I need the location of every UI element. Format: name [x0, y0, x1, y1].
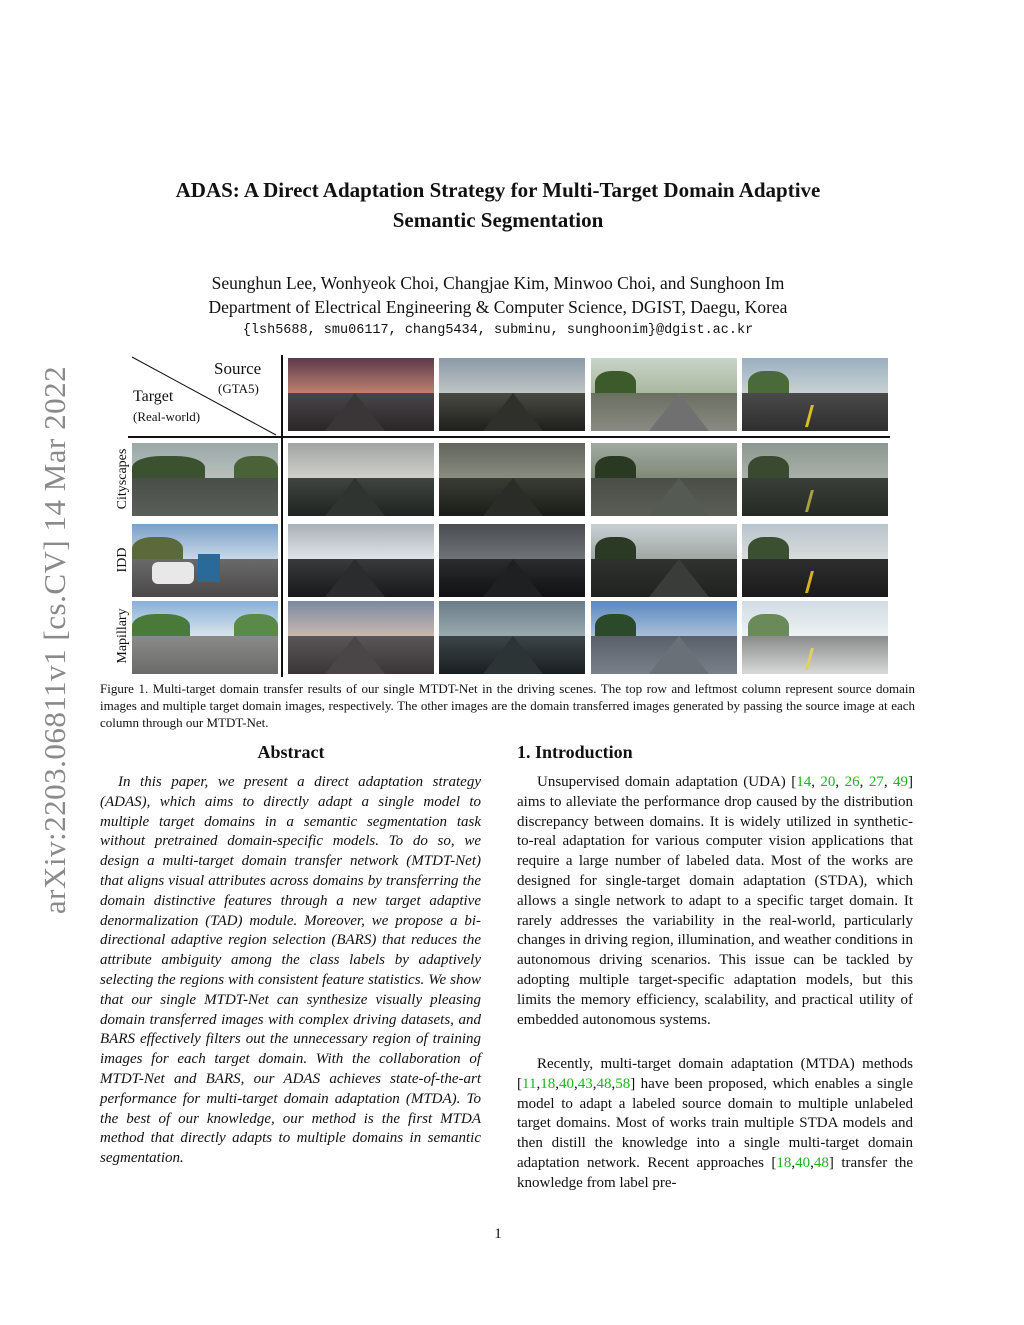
figure-caption: Figure 1. Multi-target domain transfer results of our single MTDT-Net in the driving scenes. The top row and leftmost column represent source domain images and multiple target domain images, respectively. The other images are the domain transferred images generated by passing the source image at each column through our MTDT-Net.: [100, 681, 915, 730]
affiliation: Department of Electrical Engineering & Computer Science, DGIST, Daegu, Korea: [208, 297, 788, 317]
transfer-idd-1: [288, 524, 434, 597]
source-label: Source: [214, 359, 262, 378]
title-line-1: ADAS: A Direct Adaptation Strategy for Multi-Target Domain Adaptive: [175, 178, 821, 202]
author-list: Seunghun Lee, Wonhyeok Choi, Changjae Kim, Minwoo Choi, and Sunghoon Im: [211, 273, 785, 293]
target-sublabel: (Real-world): [133, 409, 201, 424]
transfer-cityscapes-1: [288, 443, 434, 516]
intro-paragraph-1: Unsupervised domain adaptation (UDA) [14, 20, 26, 27, 49] aims to alleviate the performance drop caused by the distribution discrepancy between domains. It is widely utilized in synthetic-to-real adaptation for various computer vision applications that require a large number of labeled data. Most of the works are designed for single-target domain adaptation (STDA), which allows a single network to adapt to a specific target domain. It rarely addresses the variability in the real-world, particularly changes in driving region, illumination, and weather conditions in autonomous driving scenarios. This issue can be tackled by adopting multiple target-specific adaptation models, but this limits the memory efficiency, scalability, and practical utility of embedded autonomous systems.: [517, 774, 914, 1028]
citation-link[interactable]: 40: [795, 1154, 811, 1171]
figure-1: [115, 355, 890, 677]
target-image-mapillary: [132, 601, 278, 674]
abstract-heading: Abstract: [257, 742, 325, 762]
citation-link[interactable]: 58: [615, 1075, 631, 1092]
transfer-idd-4: [742, 524, 888, 597]
target-image-cityscapes: [132, 443, 278, 516]
transfer-idd-2: [439, 524, 585, 597]
row-label-mapillary: Mapillary: [115, 608, 130, 664]
citation-link[interactable]: 40: [558, 1075, 574, 1092]
row-label-cityscapes: Cityscapes: [115, 448, 130, 510]
page-number: 1: [494, 1226, 502, 1242]
citation-link[interactable]: 48: [813, 1154, 829, 1171]
target-image-idd: [132, 524, 278, 597]
abstract-text: In this paper, we present a direct adaptation strategy (ADAS), which aims to directly adapt a single model to multiple target domains in a semantic segmentation task without pretrained domain-specific models. To do so, we design a multi-target domain transfer network (MTDT-Net) that aligns visual attributes across domains by transferring the domain distinctive features through a new target adaptive denormalization (TAD) module. Moreover, we propose a bi-directional adaptive region selection (BARS) that reduces the attribute ambiguity among the class labels by adaptively selecting the regions with consistent feature statistics. We show that our single MTDT-Net can synthesize visually pleasing domain transferred images with complex driving datasets, and BARS effectively filters out the unnecessary region of training images for each target domain. With the collaboration of MTDT-Net and BARS, our ADAS achieves state-of-the-art performance for multi-target domain adaptation (MTDA). To the best of our knowledge, our method is the first MTDA method that directly adapts to multiple domains in semantic segmentation.: [100, 774, 481, 1167]
transfer-cityscapes-3: [591, 443, 737, 516]
figure-vertical-divider: [281, 355, 283, 677]
transfer-mapillary-3: [591, 601, 737, 674]
citation-link[interactable]: 18: [540, 1075, 556, 1092]
author-emails: {lsh5688, smu06117, chang5434, subminu, sunghoonim}@dgist.ac.kr: [242, 323, 754, 338]
paper-title: [100, 175, 896, 235]
introduction-heading: 1. Introduction: [517, 742, 633, 762]
intro-p2-text-e: ] transfer the knowledge from label pre-: [517, 1154, 913, 1191]
intro-p2-text-b: ] have been proposed, which enables a single model to adapt a labeled source domain to multiple unlabeled target domains. Most of works train multiple STDA models and then distill the knowledge into a single multi-target domain adaptation network. Recent approaches [: [517, 1075, 913, 1171]
transfer-cityscapes-4: [742, 443, 888, 516]
target-label: Target: [133, 388, 174, 405]
source-image-1: [288, 358, 434, 431]
arxiv-identifier: arXiv:2203.06811v1 [cs.CV] 14 Mar 2022: [37, 365, 72, 915]
intro-p2-text-a: Recently, multi-target domain adaptation (MTDA) methods [: [517, 1056, 913, 1092]
intro-p1-text-b: ] aims to alleviate the performance drop caused by the distribution discrepancy between domains. It is widely utilized in synthetic-to-real adaptation for various computer vision applications that require a large number of labeled data. Most of the works are designed for single-target domain adaptation (STDA), which allows a single network to adapt to a specific target domain. It rarely addresses the variability in the real-world, particularly changes in driving region, illumination, and weather conditions in autonomous driving scenarios. This issue can be tackled by adopting multiple target-specific adaptation models, but this limits the memory efficiency, scalability, and practical utility of embedded autonomous systems.: [517, 774, 914, 1028]
source-image-4: [742, 358, 888, 431]
transfer-mapillary-1: [288, 601, 434, 674]
transfer-mapillary-4: [742, 601, 888, 674]
citation-link[interactable]: 43: [577, 1075, 593, 1092]
citation-link[interactable]: 20: [820, 774, 836, 790]
title-line-2: Semantic Segmentation: [392, 208, 604, 232]
citation-link[interactable]: 27: [868, 774, 884, 790]
transfer-idd-3: [591, 524, 737, 597]
citation-link[interactable]: 49: [893, 774, 909, 790]
intro-paragraph-2: Recently, multi-target domain adaptation (MTDA) methods [11,18,40,43,48,58] have been proposed, which enables a single model to adapt a labeled source domain to multiple unlabeled target domains. Most of works train multiple STDA models and then distill the knowledge into a single multi-target domain adaptation network. Recent approaches [18,40,48] transfer the knowledge from label pre-: [517, 1056, 913, 1191]
citation-link[interactable]: 26: [844, 774, 860, 790]
source-image-2: [439, 358, 585, 431]
citation-link[interactable]: 14: [796, 774, 812, 790]
citation-link[interactable]: 48: [596, 1075, 612, 1092]
source-sublabel: (GTA5): [218, 381, 259, 396]
row-label-idd: IDD: [115, 547, 130, 573]
transfer-mapillary-2: [439, 601, 585, 674]
transfer-cityscapes-2: [439, 443, 585, 516]
intro-p1-text-a: Unsupervised domain adaptation (UDA) [: [537, 774, 797, 790]
citation-link[interactable]: 18: [776, 1154, 792, 1171]
citation-link[interactable]: 11: [522, 1075, 537, 1092]
figure-horizontal-divider: [128, 436, 890, 438]
source-image-3: [591, 358, 737, 431]
